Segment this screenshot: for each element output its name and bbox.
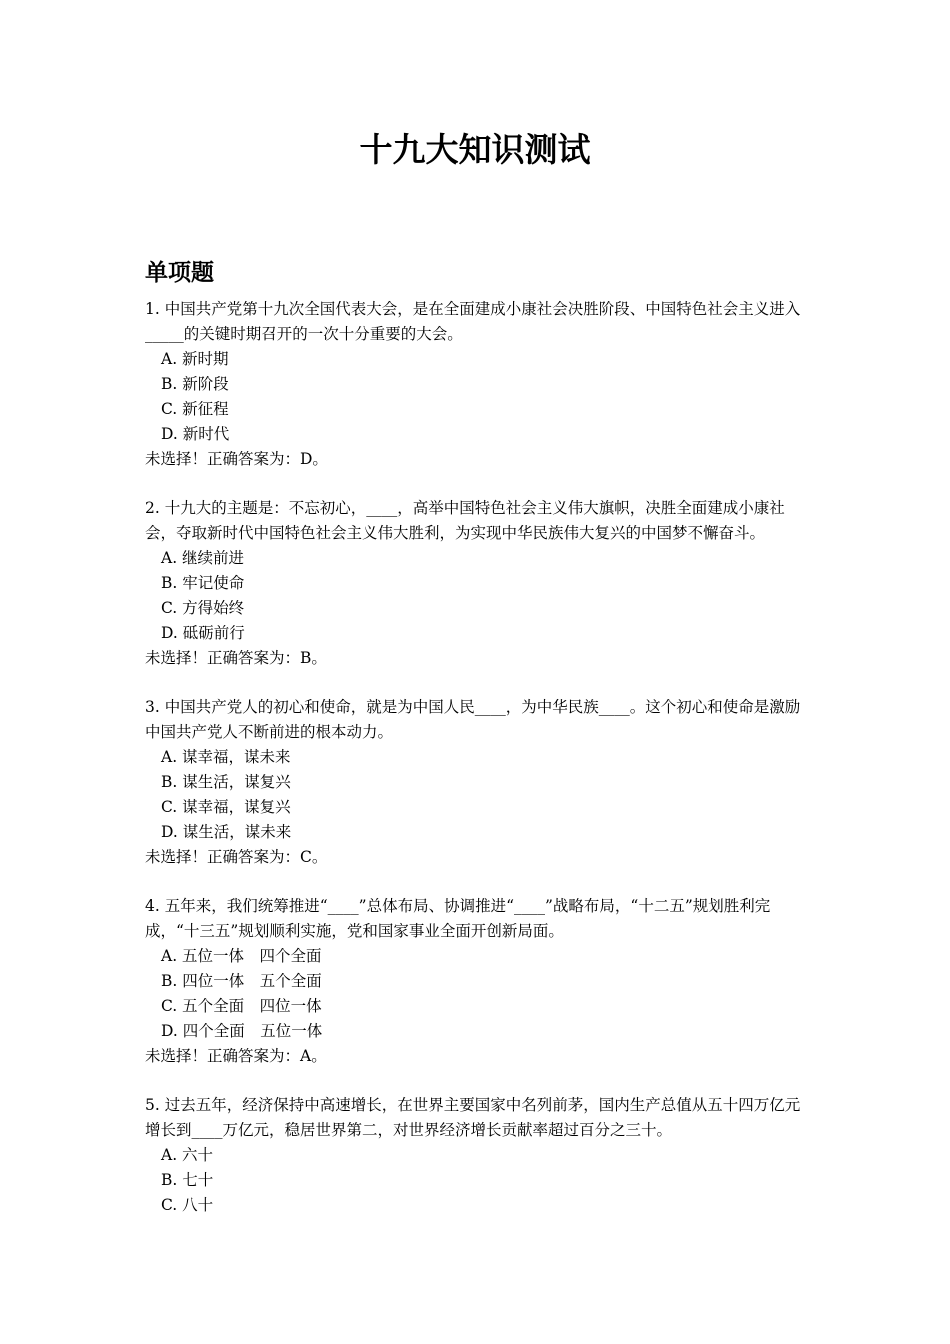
question-2: [145, 496, 810, 671]
answer-feedback: 未选择！正确答案为：C。: [145, 848, 328, 866]
option-list: [145, 546, 810, 646]
document-title: 十九大知识测试: [359, 130, 591, 169]
option-d[interactable]: D. 砥砺前行: [161, 624, 245, 642]
option-b[interactable]: B. 四位一体 五个全面: [161, 972, 322, 990]
question-4: [145, 894, 810, 1069]
option-b[interactable]: B. 七十: [161, 1171, 214, 1189]
option-list: [145, 1143, 810, 1218]
option-a[interactable]: A. 六十: [161, 1146, 214, 1164]
answer-feedback: 未选择！正确答案为：D。: [145, 450, 328, 468]
option-list: [145, 944, 810, 1044]
option-c[interactable]: C. 新征程: [161, 400, 229, 418]
option-a[interactable]: A. 五位一体 四个全面: [161, 947, 322, 965]
question-stem: 4. 五年来，我们统筹推进“____”总体布局、协调推进“____”战略布局，“十二五”规划胜利完成，“十三五”规划顺利实施，党和国家事业全面开创新局面。: [145, 897, 771, 940]
question-stem: 1. 中国共产党第十九次全国代表大会，是在全面建成小康社会决胜阶段、中国特色社会主义进入_____的关键时期召开的一次十分重要的大会。: [145, 300, 801, 343]
question-list: [145, 297, 810, 1242]
option-d[interactable]: D. 新时代: [161, 425, 230, 443]
option-c[interactable]: C. 方得始终: [161, 599, 245, 617]
option-list: [145, 347, 810, 447]
option-b[interactable]: B. 谋生活，谋复兴: [161, 773, 291, 791]
option-d[interactable]: D. 四个全面 五位一体: [161, 1022, 323, 1040]
question-stem: 5. 过去五年，经济保持中高速增长，在世界主要国家中名列前茅，国内生产总值从五十四万亿元增长到____万亿元，稳居世界第二，对世界经济增长贡献率超过百分之三十。: [145, 1096, 801, 1139]
option-a[interactable]: A. 继续前进: [161, 549, 245, 567]
question-3: [145, 695, 810, 870]
option-c[interactable]: C. 八十: [161, 1196, 214, 1214]
question-5: [145, 1093, 810, 1218]
option-b[interactable]: B. 牢记使命: [161, 574, 245, 592]
option-a[interactable]: A. 新时期: [161, 350, 229, 368]
option-b[interactable]: B. 新阶段: [161, 375, 229, 393]
option-a[interactable]: A. 谋幸福，谋未来: [161, 748, 291, 766]
option-c[interactable]: C. 谋幸福，谋复兴: [161, 798, 291, 816]
option-c[interactable]: C. 五个全面 四位一体: [161, 997, 322, 1015]
option-list: [145, 745, 810, 845]
answer-feedback: 未选择！正确答案为：B。: [145, 649, 327, 667]
question-stem: 2. 十九大的主题是：不忘初心，____，高举中国特色社会主义伟大旗帜，决胜全面建成小康社会，夺取新时代中国特色社会主义伟大胜利，为实现中华民族伟大复兴的中国梦不懈奋斗。: [145, 499, 785, 542]
question-stem: 3. 中国共产党人的初心和使命，就是为中国人民____，为中华民族____。这个初心和使命是激励中国共产党人不断前进的根本动力。: [145, 698, 801, 741]
question-1: [145, 297, 810, 472]
answer-feedback: 未选择！正确答案为：A。: [145, 1047, 327, 1065]
section-title: 单项题: [145, 259, 214, 286]
option-d[interactable]: D. 谋生活，谋未来: [161, 823, 292, 841]
